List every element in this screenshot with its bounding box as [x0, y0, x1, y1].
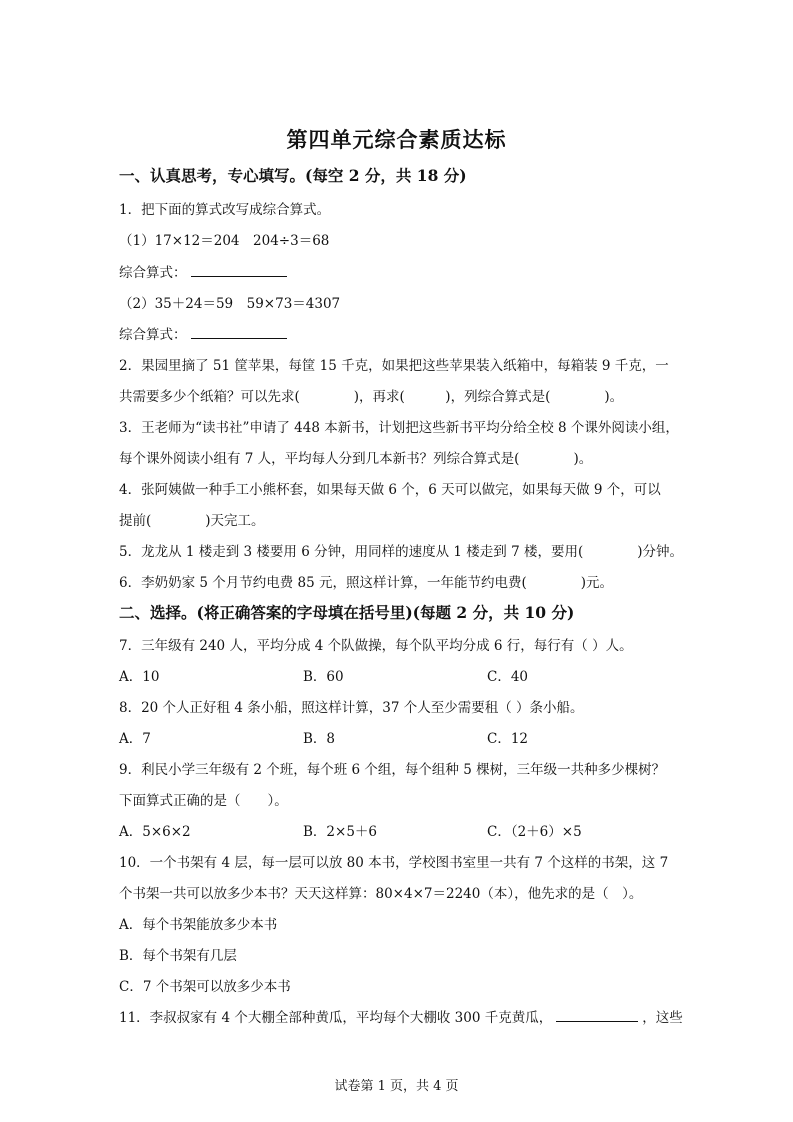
- question-9-line-1: 9．利民小学三年级有 2 个班，每个班 6 个组，每个组种 5 棵树，三年级一共种多少棵树？: [119, 762, 666, 778]
- question-10-line-2: 个书架一共可以放多少本书？天天这样算：80×4×7＝2240（本），他先求的是（ ）。: [119, 886, 643, 902]
- q9-option-c[interactable]: C．（2＋6）×5: [487, 824, 582, 840]
- answer-blank[interactable]: [191, 275, 287, 277]
- question-1: 1．把下面的算式改写成综合算式。: [119, 202, 331, 218]
- answer-label: 综合算式：: [119, 265, 187, 281]
- answer-line-2: [119, 323, 287, 343]
- answer-label: 综合算式：: [119, 327, 187, 343]
- q9-option-a[interactable]: A．5×6×2: [119, 824, 191, 840]
- question-9-line-2: 下面算式正确的是（ ）。: [119, 793, 288, 809]
- question-8: 8．20 个人正好租 4 条小船，照这样计算，37 个人至少需要租（ ）条小船。: [119, 700, 584, 716]
- question-11-text-tail: ，这些: [642, 1010, 683, 1026]
- answer-blank[interactable]: [191, 337, 287, 339]
- q7-option-c[interactable]: C．40: [487, 669, 529, 685]
- question-7: 7．三年级有 240 人，平均分成 4 个队做操，每个队平均分成 6 行，每行有（ ）人。: [119, 638, 633, 654]
- question-5: 5．龙龙从 1 楼走到 3 楼要用 6 分钟，用同样的速度从 1 楼走到 7 楼，要用( )分钟。: [119, 544, 683, 560]
- answer-blank[interactable]: [556, 1020, 638, 1022]
- q8-option-b[interactable]: B．8: [303, 731, 336, 747]
- q8-option-c[interactable]: C．12: [487, 731, 529, 747]
- q9-option-b[interactable]: B．2×5＋6: [303, 824, 377, 840]
- q7-option-b[interactable]: B．60: [303, 669, 344, 685]
- page-title: 第四单元综合素质达标: [286, 127, 507, 152]
- answer-line-1: [119, 261, 287, 281]
- question-2-line-2: 共需要多少个纸箱？可以先求( )，再求( )，列综合算式是( )。: [119, 389, 624, 405]
- q8-option-a[interactable]: A．7: [119, 731, 151, 747]
- question-4-line-2: 提前( )天完工。: [119, 513, 265, 529]
- section-2-heading: 二、选择。(将正确答案的字母填在括号里)(每题 2 分，共 10 分): [119, 603, 575, 622]
- question-10-line-1: 10．一个书架有 4 层，每一层可以放 80 本书，学校图书室里一共有 7 个这样的书架，这 7: [119, 855, 669, 871]
- question-1-part-2: （2）35＋24＝59 59×73＝4307: [119, 296, 341, 312]
- page-footer: 试卷第 1 页，共 4 页: [334, 1079, 459, 1094]
- question-3-line-1: 3．王老师为“读书社”申请了 448 本新书，计划把这些新书平均分给全校 8 个课外阅读小组，: [119, 420, 679, 436]
- question-2-line-1: 2．果园里摘了 51 筐苹果，每筐 15 千克，如果把这些苹果装入纸箱中，每箱装 9 千克，一: [119, 358, 669, 374]
- question-11-line-1: [119, 1006, 683, 1026]
- q10-option-b[interactable]: B．每个书架有几层: [119, 948, 237, 964]
- question-3-line-2: 每个课外阅读小组有 7 人，平均每人分到几本新书？列综合算式是( )。: [119, 451, 593, 467]
- q7-option-a[interactable]: A．10: [119, 669, 160, 685]
- question-4-line-1: 4．张阿姨做一种手工小熊杯套，如果每天做 6 个，6 天可以做完，如果每天做 9 个，可以: [119, 482, 661, 498]
- section-1-heading: 一、认真思考，专心填写。(每空 2 分，共 18 分): [119, 166, 467, 185]
- q10-option-a[interactable]: A．每个书架能放多少本书: [119, 917, 278, 933]
- question-11-text: 11．李叔叔家有 4 个大棚全部种黄瓜，平均每个大棚收 300 千克黄瓜，: [119, 1010, 553, 1026]
- question-1-part-1: （1）17×12＝204 204÷3＝68: [119, 233, 330, 249]
- q10-option-c[interactable]: C．7 个书架可以放多少本书: [119, 979, 291, 995]
- question-6: 6．李奶奶家 5 个月节约电费 85 元，照这样计算，一年能节约电费( )元。: [119, 575, 614, 591]
